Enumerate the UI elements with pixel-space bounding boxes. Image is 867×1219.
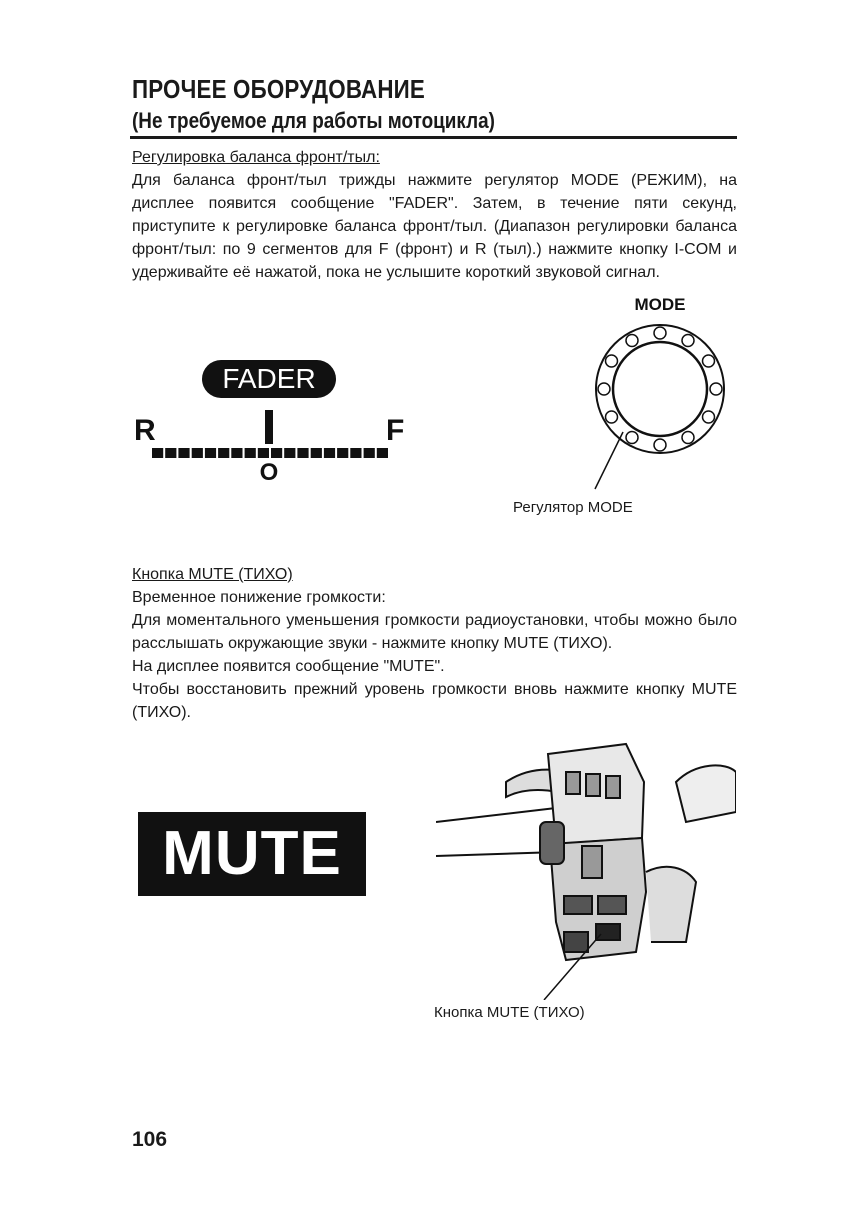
mode-knob-outer-ring <box>596 325 724 453</box>
mode-knob-notch <box>598 383 610 395</box>
mode-knob-leader-line <box>595 432 623 489</box>
fader-center-marker <box>265 410 273 444</box>
mute-button-shape <box>596 924 620 940</box>
fader-heading: Регулировка баланса фронт/тыл: <box>132 149 380 166</box>
mute-line-3: На дисплее появится сообщение "MUTE". <box>132 658 445 675</box>
mode-knob-label: MODE <box>634 295 686 314</box>
fader-segment-front <box>337 448 348 458</box>
mode-knob-notch <box>626 335 638 347</box>
fader-section <box>132 146 737 284</box>
fader-segment-rear <box>205 448 216 458</box>
mute-line-4: Чтобы восстановить прежний уровень громкости вновь нажмите кнопку MUTE (ТИХО). <box>132 681 737 721</box>
page-number: 106 <box>132 1128 168 1151</box>
fader-segment-rear <box>192 448 203 458</box>
switch-button-rew <box>586 774 600 796</box>
tune-switch <box>564 896 592 914</box>
fader-segment-front <box>284 448 295 458</box>
mute-section <box>132 563 737 724</box>
fader-front-label: F <box>386 414 405 447</box>
fader-segment-rear <box>218 448 229 458</box>
fader-segment-rear <box>231 448 242 458</box>
mode-knob-notch <box>703 355 715 367</box>
fader-segment-front <box>377 448 388 458</box>
fader-segment-front <box>364 448 375 458</box>
mode-knob-notch <box>606 355 618 367</box>
switch-button-ff <box>606 776 620 798</box>
switch-button-tr <box>566 772 580 794</box>
fader-segment-rear <box>178 448 189 458</box>
fader-body: Для баланса фронт/тыл трижды нажмите регулятор MODE (РЕЖИМ), на дисплее появится сообщение "FADER". Затем, в течение пяти секунд, приступите к регулировке баланса фронт/тыл. (Диапазон регулировки баланса фронт/тыл: по 9 сегментов для F (фронт) и R (тыл).) нажмите кнопку I-COM и удерживайте её нажатой, пока не услышите короткий звуковой сигнал. <box>132 172 737 281</box>
mode-knob-illustration <box>585 292 735 492</box>
mute-button-caption: Кнопка MUTE (ТИХО) <box>434 1004 585 1021</box>
mode-knob-notches <box>598 327 722 451</box>
fader-segment-rear <box>258 448 269 458</box>
mute-display-badge: MUTE <box>138 812 366 896</box>
fader-center-label: O <box>259 459 279 485</box>
mode-knob-notch <box>703 411 715 423</box>
switch-button-lower <box>564 932 588 952</box>
handlebar-switch-illustration <box>436 742 736 1000</box>
page-title: ПРОЧЕЕ ОБОРУДОВАНИЕ <box>132 74 425 104</box>
mode-knob-notch <box>654 327 666 339</box>
fader-segment-rear <box>245 448 256 458</box>
mute-heading: Кнопка MUTE (ТИХО) <box>132 566 293 583</box>
mute-line-1: Временное понижение громкости: <box>132 589 386 606</box>
mode-knob-notch <box>626 432 638 444</box>
fader-segment-front <box>324 448 335 458</box>
fader-segment-rear <box>152 448 163 458</box>
mode-knob-notch <box>606 411 618 423</box>
right-control-pod <box>646 867 696 942</box>
fader-segment-rear <box>165 448 176 458</box>
mode-knob-notch <box>682 335 694 347</box>
title-divider <box>130 136 737 139</box>
fader-display-illustration <box>128 350 418 485</box>
mirror-mount <box>676 765 736 822</box>
fader-segment-bar <box>152 448 388 458</box>
fader-segment-front <box>350 448 361 458</box>
fader-badge-text: FADER <box>222 363 316 394</box>
switch-rocker-left <box>540 822 564 864</box>
mode-knob-notch <box>710 383 722 395</box>
fader-segment-front <box>297 448 308 458</box>
volume-switch <box>582 846 602 878</box>
disc-switch <box>598 896 626 914</box>
fader-segment-front <box>271 448 282 458</box>
fader-segment-front <box>311 448 322 458</box>
mode-knob-inner-dial <box>613 342 707 436</box>
page-subtitle: (Не требуемое для работы мотоцикла) <box>132 108 495 133</box>
mode-knob-caption: Регулятор MODE <box>513 499 633 516</box>
mute-line-2: Для моментального уменьшения громкости радиоустановки, чтобы можно было расслышать окружающие звуки - нажмите кнопку MUTE (ТИХО). <box>132 612 737 652</box>
mode-knob-notch <box>654 439 666 451</box>
mode-knob-notch <box>682 432 694 444</box>
fader-rear-label: R <box>134 414 156 447</box>
